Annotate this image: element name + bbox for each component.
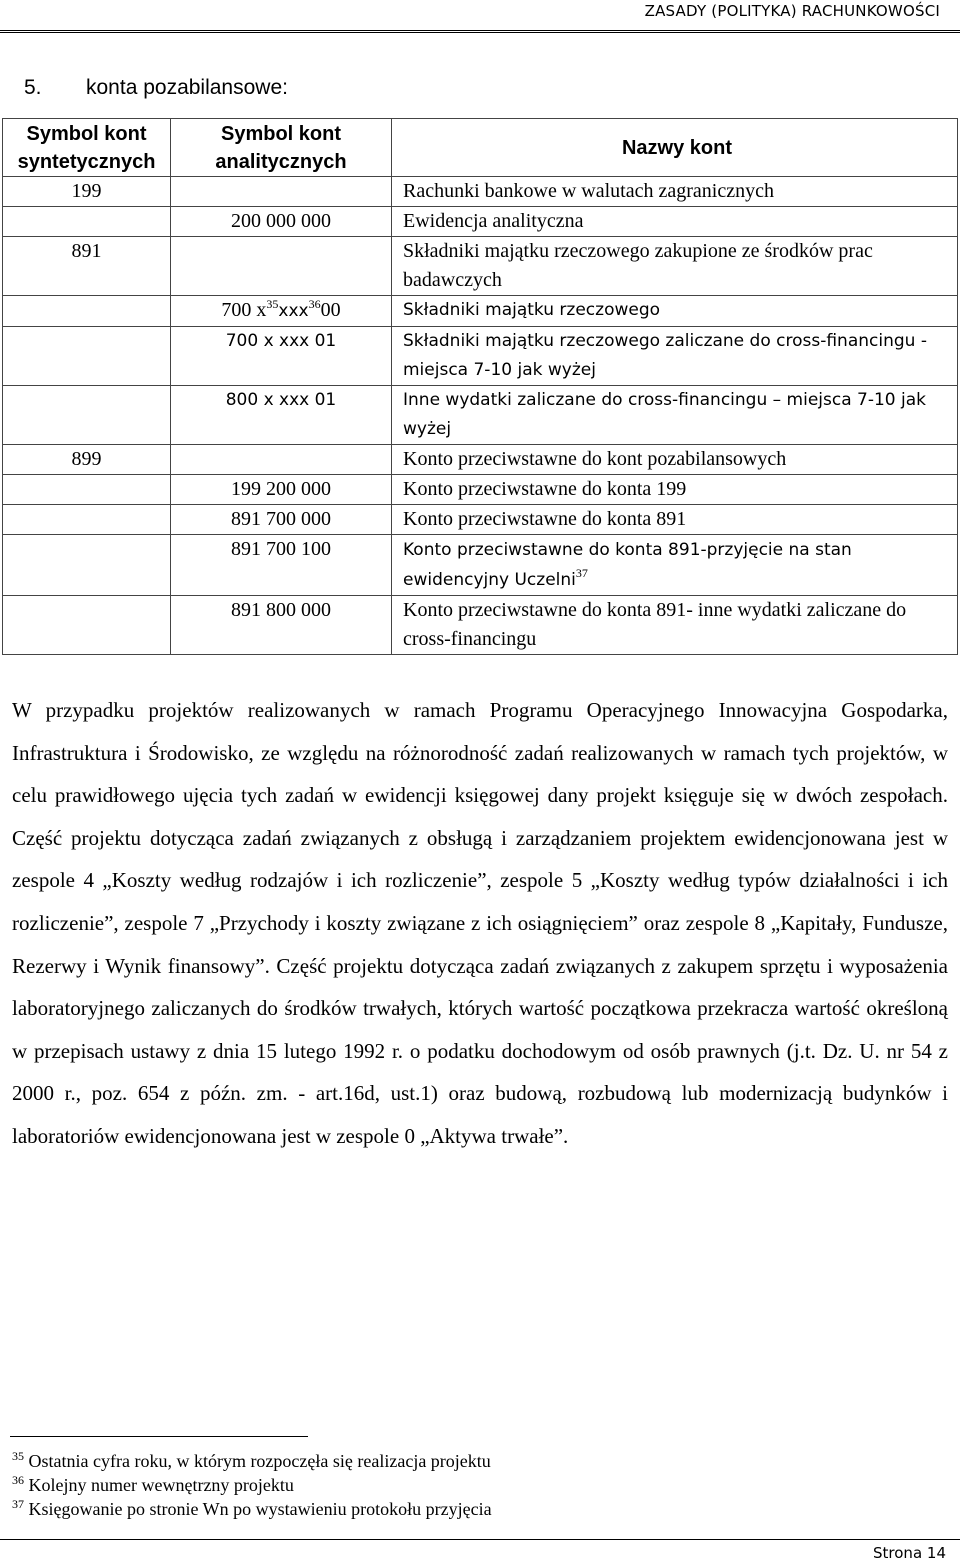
synthetic-symbol-cell — [3, 207, 171, 237]
table-row — [3, 445, 958, 475]
synthetic-symbol-cell — [3, 475, 171, 505]
analytic-symbol-cell: 199 200 000 — [171, 475, 392, 505]
analytic-symbol-cell — [171, 445, 392, 475]
account-name-cell: Konto przeciwstawne do kont pozabilansowych — [392, 445, 958, 475]
page-number: Strona 14 — [873, 1544, 946, 1562]
footnote-separator — [10, 1436, 308, 1437]
synthetic-symbol-cell — [3, 596, 171, 655]
analytic-symbol-cell: 891 700 100 — [171, 535, 392, 596]
account-name-cell: Rachunki bankowe w walutach zagranicznych — [392, 177, 958, 207]
synthetic-symbol-cell — [3, 386, 171, 445]
account-name-cell: Konto przeciwstawne do konta 891-przyjęcie na stan ewidencyjny Uczelni$^{37}$ — [392, 535, 958, 596]
table-row — [3, 177, 958, 207]
footnote-36: $^{36}$ Kolejny numer wewnętrzny projektu — [12, 1473, 294, 1495]
synthetic-symbol-cell — [3, 296, 171, 327]
account-name-cell: Konto przeciwstawne do konta 891- inne wydatki zaliczane do cross-financingu — [392, 596, 958, 655]
section-title: konta pozabilansowe: — [86, 76, 288, 99]
synthetic-symbol-cell: 899 — [3, 445, 171, 475]
section-heading — [24, 76, 288, 100]
header-analytic-symbol: Symbol kont analitycznych — [171, 119, 392, 177]
synthetic-symbol-cell: 891 — [3, 237, 171, 296]
table-row — [3, 596, 958, 655]
synthetic-symbol-cell — [3, 535, 171, 596]
account-name-cell: Ewidencja analityczna — [392, 207, 958, 237]
table-row — [3, 475, 958, 505]
table-row — [3, 207, 958, 237]
analytic-symbol-cell: 700 x xxx 01 — [171, 327, 392, 386]
header-synthetic-symbol: Symbol kont syntetycznych — [3, 119, 171, 177]
table-row — [3, 505, 958, 535]
table-row — [3, 296, 958, 327]
table-row — [3, 386, 958, 445]
footnotes — [12, 1449, 492, 1521]
header-divider — [0, 30, 960, 33]
analytic-symbol-cell: 800 x xxx 01 — [171, 386, 392, 445]
table-row — [3, 535, 958, 596]
footnote-ref-37: 37 — [575, 566, 588, 580]
table-row — [3, 237, 958, 296]
footnote-ref-35: 35 — [266, 297, 279, 311]
account-name-cell: Konto przeciwstawne do konta 891 — [392, 505, 958, 535]
document-header: ZASADY (POLITYKA) RACHUNKOWOŚCI — [644, 2, 940, 20]
analytic-symbol-cell — [171, 237, 392, 296]
body-paragraph: W przypadku projektów realizowanych w ramach Programu Operacyjnego Innowacyjna Gospodarka, Infrastruktura i Środowisko, ze względu na różnorodność zadań realizowanych w ramach tych projektów, w celu prawidłowego ujęcia tych zadań w ewidencji księgowej dany projekt księguje się w dwóch zespołach. Część projektu dotycząca zadań związanych z obsługą i zarządzaniem projektem ewidencjonowana jest w zespole 4 „Koszty według rodzajów i ich rozliczenie”, zespole 5 „Koszty według typów działalności i ich rozliczenie”, zespole 7 „Przychody i koszty związane z ich osiągnięciem” oraz zespole 8 „Kapitały, Fundusze, Rezerwy i Wynik finansowy”. Część projektu dotycząca zadań związanych z zakupem sprzętu i wyposażenia laboratoryjnego zaliczanych do środków trwałych, których wartość początkowa przekracza wartość określoną w przepisach ustawy z dnia 15 lutego 1992 r. o podatku dochodowym od osób prawnych (j.t. Dz. U. nr 54 z 2000 r., poz. 654 z późn. zm. - art.16d, ust.1) oraz budową, rozbudową lub modernizacją budynków i laboratoriów ewidencjonowana jest w zespole 0 „Aktywa trwałe”. — [12, 698, 948, 1148]
analytic-symbol-cell: 891 700 000 — [171, 505, 392, 535]
footnote-35: $^{35}$ Ostatnia cyfra roku, w którym rozpoczęła się realizacja projektu — [12, 1449, 491, 1471]
analytic-symbol-cell: 200 000 000 — [171, 207, 392, 237]
account-name-cell: Składniki majątku rzeczowego — [392, 296, 958, 327]
analytic-symbol-cell: 700 $x^{35}xxx^{36}00$ — [171, 296, 392, 327]
account-name-cell: Składniki majątku rzeczowego zakupione ze środków prac badawczych — [392, 237, 958, 296]
account-name-cell: Składniki majątku rzeczowego zaliczane do cross-financingu -miejsca 7-10 jak wyżej — [392, 327, 958, 386]
footnote-37: $^{37}$ Księgowanie po stronie Wn po wystawieniu protokołu przyjęcia — [12, 1497, 492, 1519]
table-header-row — [3, 119, 958, 177]
accounts-table — [2, 118, 958, 655]
synthetic-symbol-cell — [3, 505, 171, 535]
footnote-ref-36: 36 — [308, 297, 321, 311]
analytic-symbol-cell — [171, 177, 392, 207]
section-number: 5. — [24, 76, 42, 99]
footer-divider — [0, 1539, 960, 1540]
synthetic-symbol-cell: 199 — [3, 177, 171, 207]
synthetic-symbol-cell — [3, 327, 171, 386]
table-row — [3, 327, 958, 386]
account-name-cell: Konto przeciwstawne do konta 199 — [392, 475, 958, 505]
account-name-cell: Inne wydatki zaliczane do cross-financingu – miejsca 7-10 jak wyżej — [392, 386, 958, 445]
analytic-symbol-cell: 891 800 000 — [171, 596, 392, 655]
header-account-names: Nazwy kont — [392, 119, 958, 177]
